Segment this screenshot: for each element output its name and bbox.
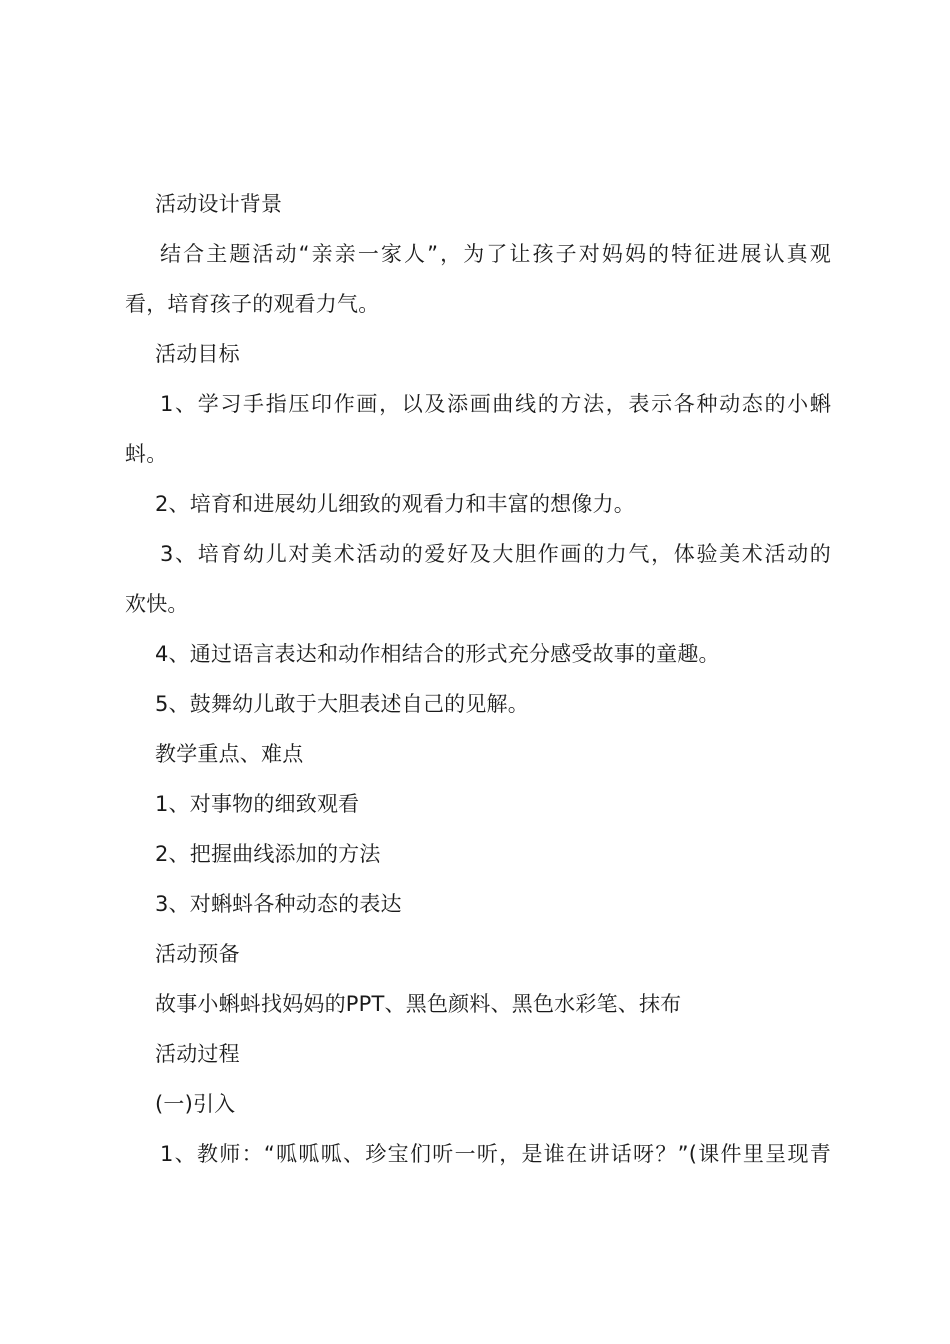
heading-goals: 活动目标: [155, 342, 240, 366]
background-paragraph-line-2: 看，培育孩子的观看力气。: [125, 292, 380, 316]
heading-background: 活动设计背景: [155, 192, 283, 216]
process-section-1: (一)引入: [155, 1092, 236, 1116]
goal-1-line-2: 蚪。: [125, 442, 168, 466]
goal-2: 2、培育和进展幼儿细致的观看力和丰富的想像力。: [155, 492, 635, 516]
process-step-1: 1、教师：“呱呱呱、珍宝们听一听，是谁在讲话呀？”(课件里呈现青: [160, 1142, 831, 1166]
goal-3-line-2: 欢快。: [125, 592, 189, 616]
key-point-3: 3、对蝌蚪各种动态的表达: [155, 892, 402, 916]
goal-1-line-1: 1、学习手指压印作画，以及添画曲线的方法，表示各种动态的小蝌: [160, 392, 831, 416]
background-paragraph-line-1: 结合主题活动“亲亲一家人”，为了让孩子对妈妈的特征进展认真观: [160, 242, 831, 266]
goal-5: 5、鼓舞幼儿敢于大胆表述自己的见解。: [155, 692, 529, 716]
heading-preparation: 活动预备: [155, 942, 240, 966]
key-point-1: 1、对事物的细致观看: [155, 792, 360, 816]
heading-process: 活动过程: [155, 1042, 240, 1066]
goal-4: 4、通过语言表达和动作相结合的形式充分感受故事的童趣。: [155, 642, 720, 666]
goal-3-line-1: 3、培育幼儿对美术活动的爱好及大胆作画的力气，体验美术活动的: [160, 542, 831, 566]
preparation-text: 故事小蝌蚪找妈妈的PPT、黑色颜料、黑色水彩笔、抹布: [155, 992, 682, 1016]
heading-key-points: 教学重点、难点: [155, 742, 304, 766]
key-point-2: 2、把握曲线添加的方法: [155, 842, 381, 866]
